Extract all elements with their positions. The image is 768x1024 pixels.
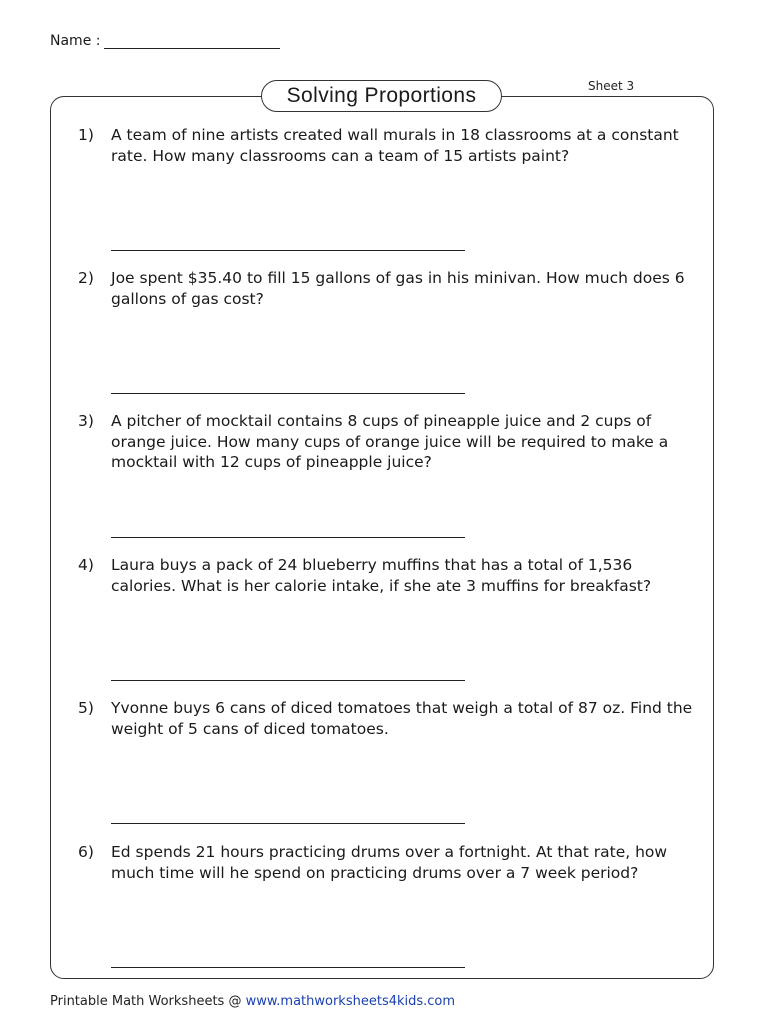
name-input-line[interactable]: [104, 33, 280, 49]
answer-line[interactable]: [111, 967, 465, 968]
problem-text: A team of nine artists created wall murals in 18 classrooms at a constant rate. How many classrooms can a team of 15 artists paint?: [111, 126, 679, 165]
problem-text: A pitcher of mocktail contains 8 cups of pineapple juice and 2 cups of orange juice. How many cups of orange juice will be required to make a mocktail with 12 cups of pineapple juice?: [111, 412, 669, 471]
problem-number: 1): [78, 126, 94, 144]
page-title: Solving Proportions: [261, 80, 502, 112]
footer: [50, 994, 455, 1009]
answer-line[interactable]: [111, 537, 465, 538]
problem-number: 3): [78, 412, 94, 430]
problem-text: Ed spends 21 hours practicing drums over a fortnight. At that rate, how much time will he spend on practicing drums over a 7 week period?: [111, 843, 668, 882]
problem-number: 6): [78, 843, 94, 861]
problem-text: Joe spent $35.40 to fill 15 gallons of gas in his minivan. How much does 6 gallons of gas cost?: [111, 269, 685, 308]
answer-line[interactable]: [111, 680, 465, 681]
answer-line[interactable]: [111, 823, 465, 824]
problem-number: 5): [78, 699, 94, 717]
name-field-row: [50, 33, 280, 49]
problem-text: Laura buys a pack of 24 blueberry muffins that has a total of 1,536 calories. What is her calorie intake, if she ate 3 muffins for breakfast?: [111, 556, 652, 595]
name-label: Name :: [50, 33, 101, 49]
problem-number: 2): [78, 269, 94, 287]
answer-line[interactable]: [111, 250, 465, 251]
answer-line[interactable]: [111, 393, 465, 394]
problem-number: 4): [78, 556, 94, 574]
footer-prefix: Printable Math Worksheets @: [50, 994, 246, 1009]
sheet-label: Sheet 3: [588, 79, 635, 93]
problem-text: Yvonne buys 6 cans of diced tomatoes that weigh a total of 87 oz. Find the weight of 5 cans of diced tomatoes.: [111, 699, 693, 738]
footer-link[interactable]: www.mathworksheets4kids.com: [245, 994, 456, 1009]
